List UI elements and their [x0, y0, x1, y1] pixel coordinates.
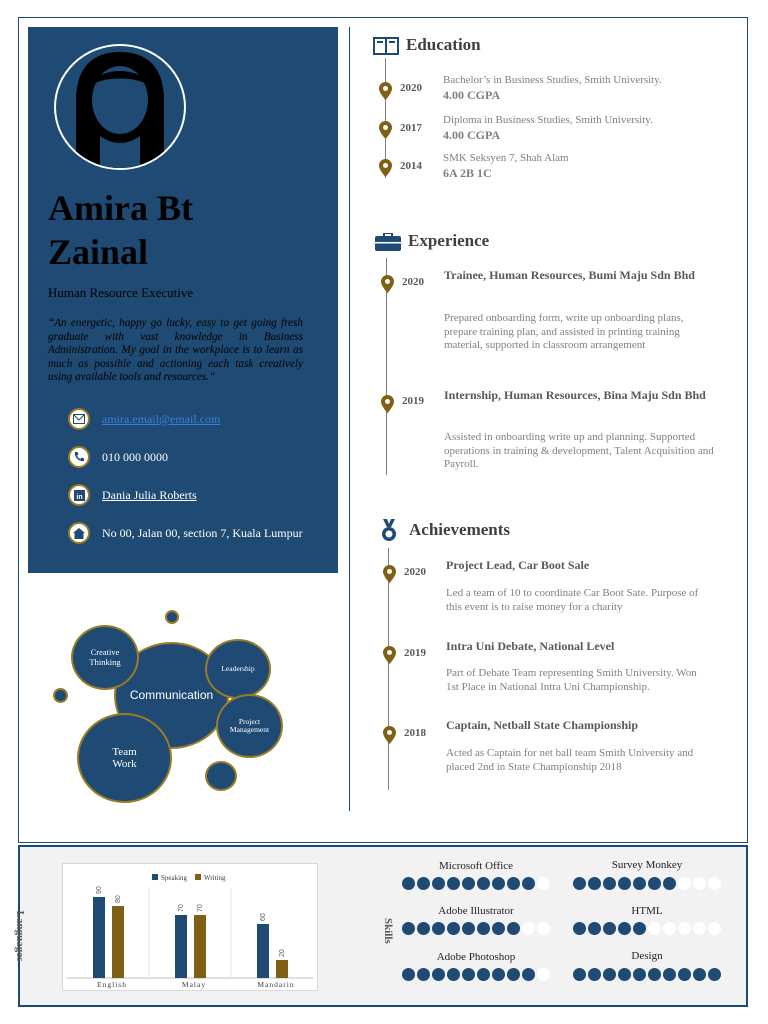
rating-dot-empty: [678, 877, 691, 890]
map-pin-icon: [383, 646, 396, 664]
map-pin-icon: [383, 726, 396, 744]
rating-dot-filled: [633, 922, 646, 935]
data-label: 60: [260, 913, 267, 921]
bar-english-speaking: [93, 897, 105, 978]
data-label: 70: [178, 904, 185, 912]
rating-dot-empty: [537, 968, 550, 981]
bar-malay-speaking: [175, 915, 187, 978]
rating-dot-filled: [432, 877, 445, 890]
achievement-title: Captain, Netball State Championship: [446, 718, 639, 732]
data-label: 20: [279, 949, 286, 957]
skill-rating: [573, 877, 721, 890]
rating-dot-empty: [708, 922, 721, 935]
rating-dot-empty: [522, 922, 535, 935]
category-label: Malay: [181, 980, 207, 989]
rating-dot-filled: [417, 968, 430, 981]
rating-dot-filled: [492, 877, 505, 890]
map-pin-icon: [379, 82, 392, 100]
contact-address: [68, 521, 303, 545]
mail-icon: [68, 408, 90, 430]
skill-bubble-creative-thinking: Creative Thinking: [71, 625, 139, 690]
achievement-year: 2019: [404, 647, 426, 659]
rating-dot-filled: [573, 877, 586, 890]
education-year: 2017: [400, 122, 422, 134]
rating-dot-filled: [663, 877, 676, 890]
skill-rating: [573, 968, 721, 981]
experience-year: 2020: [402, 276, 424, 288]
rating-dot-filled: [432, 968, 445, 981]
achievements-timeline: [388, 548, 389, 790]
rating-dot-filled: [447, 877, 460, 890]
decor-bubble: [53, 688, 68, 703]
legend-swatch-speaking: [152, 874, 158, 880]
education-year: 2014: [400, 160, 422, 172]
rating-dot-empty: [537, 877, 550, 890]
category-label: Mandarin: [257, 980, 295, 989]
skill-name: HTML: [631, 905, 663, 917]
contact-email: [68, 407, 220, 431]
medal-icon: [381, 519, 397, 543]
achievement-description: Led a team of 10 to coordinate Car Boot Sate. Purpose of this event is to raise money for a charity: [446, 587, 699, 613]
education-degree: Bachelor’s in Business Studies, Smith University.: [443, 74, 662, 86]
rating-dot-filled: [588, 877, 601, 890]
skill-name: Survey Monkey: [611, 859, 683, 871]
rating-dot-empty: [693, 922, 706, 935]
education-year: 2020: [400, 82, 422, 94]
experience-role: Trainee, Human Resources, Bumi Maju Sdn Bhd: [444, 268, 695, 282]
map-pin-icon: [381, 275, 394, 293]
skill-bubble-team-work: Team Work: [77, 713, 172, 803]
column-divider: [349, 27, 350, 811]
rating-dot-empty: [537, 922, 550, 935]
rating-dot-filled: [522, 877, 535, 890]
rating-dot-filled: [693, 968, 706, 981]
legend-label-writing: Writing: [204, 874, 226, 882]
data-label: 90: [96, 886, 103, 894]
data-label: 70: [197, 904, 204, 912]
rating-dot-filled: [462, 877, 475, 890]
decor-bubble: [205, 761, 237, 791]
rating-dot-filled: [588, 968, 601, 981]
person-silhouette-icon: [56, 46, 184, 168]
languages-label: Languages: [14, 910, 26, 962]
rating-dot-filled: [417, 922, 430, 935]
rating-dot-filled: [402, 968, 415, 981]
map-pin-icon: [383, 565, 396, 583]
decor-bubble: [165, 610, 179, 624]
linkedin-link[interactable]: Dania Julia Roberts: [102, 487, 197, 502]
skill-name: Adobe Photoshop: [436, 951, 516, 963]
skill-name: Design: [631, 950, 663, 962]
phone-number: 010 000 0000: [102, 449, 168, 464]
rating-dot-filled: [507, 922, 520, 935]
rating-dot-filled: [678, 968, 691, 981]
rating-dot-filled: [588, 922, 601, 935]
skill-bubble-leadership: Leadership: [205, 639, 271, 699]
rating-dot-empty: [708, 877, 721, 890]
achievement-title: Project Lead, Car Boot Sale: [446, 558, 590, 572]
rating-dot-filled: [708, 968, 721, 981]
map-pin-icon: [379, 121, 392, 139]
rating-dot-empty: [648, 922, 661, 935]
rating-dot-filled: [573, 922, 586, 935]
skills-label: Skills: [382, 918, 394, 944]
rating-dot-filled: [477, 877, 490, 890]
skill-rating: [402, 968, 550, 981]
languages-bar-chart: [63, 864, 317, 990]
category-label: English: [97, 980, 127, 989]
rating-dot-filled: [477, 922, 490, 935]
education-result: 4.00 CGPA: [443, 128, 501, 142]
bar-english-writing: [112, 906, 124, 978]
rating-dot-filled: [447, 968, 460, 981]
home-icon: [68, 522, 90, 544]
map-pin-icon: [379, 159, 392, 177]
rating-dot-filled: [603, 877, 616, 890]
rating-dot-filled: [633, 877, 646, 890]
name-line-1: Amira Bt: [48, 188, 193, 228]
bar-malay-writing: [194, 915, 206, 978]
skill-name: Adobe Illustrator: [438, 905, 514, 917]
languages-chart: [62, 863, 318, 991]
rating-dot-filled: [492, 922, 505, 935]
rating-dot-empty: [663, 922, 676, 935]
chart-legend: [152, 874, 226, 882]
avatar: [54, 44, 186, 170]
experience-role: Internship, Human Resources, Bina Maju Sdn Bhd: [444, 388, 706, 402]
experience-year: 2019: [402, 395, 424, 407]
rating-dot-filled: [462, 968, 475, 981]
address-text: No 00, Jalan 00, section 7, Kuala Lumpur: [102, 525, 303, 540]
achievement-year: 2020: [404, 566, 426, 578]
skill-name: Microsoft Office: [438, 860, 514, 872]
rating-dot-filled: [492, 968, 505, 981]
achievement-year: 2018: [404, 727, 426, 739]
svg-text:in: in: [75, 493, 83, 501]
experience-description: Prepared onboarding form, write up onboarding plans, prepare training plan, and assisted in printing training material, supported in classroom arrangement: [444, 312, 684, 351]
rating-dot-filled: [447, 922, 460, 935]
rating-dot-filled: [507, 877, 520, 890]
contact-phone: [68, 445, 168, 469]
legend-swatch-writing: [195, 874, 201, 880]
rating-dot-empty: [693, 877, 706, 890]
achievement-description: Acted as Captain for net ball team Smith University and placed 2nd in State Championship 2018: [446, 747, 694, 773]
rating-dot-filled: [477, 968, 490, 981]
skill-rating: [402, 877, 550, 890]
rating-dot-empty: [678, 922, 691, 935]
achievements-heading: Achievements: [409, 520, 511, 539]
phone-icon: [68, 446, 90, 468]
linkedin-icon: [68, 484, 90, 506]
profile-quote: “An energetic, happy go lucky, easy to get going fresh graduate with vast knowledge in Business Administration. My goal in the workplace is to learn as much as possible and actioning each task creatively using available tools and resources.“: [48, 317, 303, 384]
rating-dot-filled: [603, 968, 616, 981]
skill-rating: [573, 922, 721, 935]
rating-dot-filled: [402, 922, 415, 935]
rating-dot-filled: [633, 968, 646, 981]
rating-dot-filled: [573, 968, 586, 981]
skill-bubble-communication: Communication: [114, 642, 229, 749]
data-label: 80: [115, 895, 122, 903]
legend-label-speaking: Speaking: [161, 874, 188, 882]
education-heading: Education: [406, 35, 481, 54]
achievement-description: Part of Debate Team representing Smith University. Won 1st Place in National Intra Uni Championship.: [446, 667, 697, 693]
experience-description: Assisted in onboarding write up and planning. Supported operations in training & development, Talent Acquisition and Payroll.: [444, 431, 714, 470]
rating-dot-filled: [648, 968, 661, 981]
achievement-title: Intra Uni Debate, National Level: [446, 639, 615, 653]
rating-dot-filled: [507, 968, 520, 981]
rating-dot-filled: [663, 968, 676, 981]
contact-linkedin: [68, 483, 197, 507]
name-line-2: Zainal: [48, 232, 149, 272]
education-result: 6A 2B 1C: [443, 166, 492, 180]
rating-dot-filled: [603, 922, 616, 935]
skill-rating: [402, 922, 550, 935]
rating-dot-filled: [618, 968, 631, 981]
skill-bubble-project-management: Project Management: [216, 694, 283, 758]
rating-dot-filled: [402, 877, 415, 890]
bar-mandarin-writing: [276, 960, 288, 978]
book-icon: [373, 37, 399, 55]
job-title: Human Resource Executive: [48, 285, 194, 300]
rating-dot-filled: [618, 877, 631, 890]
rating-dot-filled: [462, 922, 475, 935]
candidate-name: [48, 186, 318, 274]
education-degree: SMK Seksyen 7, Shah Alam: [443, 152, 569, 164]
experience-heading: Experience: [408, 231, 490, 250]
education-degree: Diploma in Business Studies, Smith University.: [443, 114, 653, 126]
rating-dot-filled: [432, 922, 445, 935]
rating-dot-filled: [618, 922, 631, 935]
education-result: 4.00 CGPA: [443, 88, 501, 102]
rating-dot-filled: [522, 968, 535, 981]
briefcase-icon: [375, 233, 401, 251]
rating-dot-filled: [417, 877, 430, 890]
rating-dot-filled: [648, 877, 661, 890]
bar-mandarin-speaking: [257, 924, 269, 978]
email-link[interactable]: amira.email@email.com: [102, 411, 221, 426]
map-pin-icon: [381, 395, 394, 413]
